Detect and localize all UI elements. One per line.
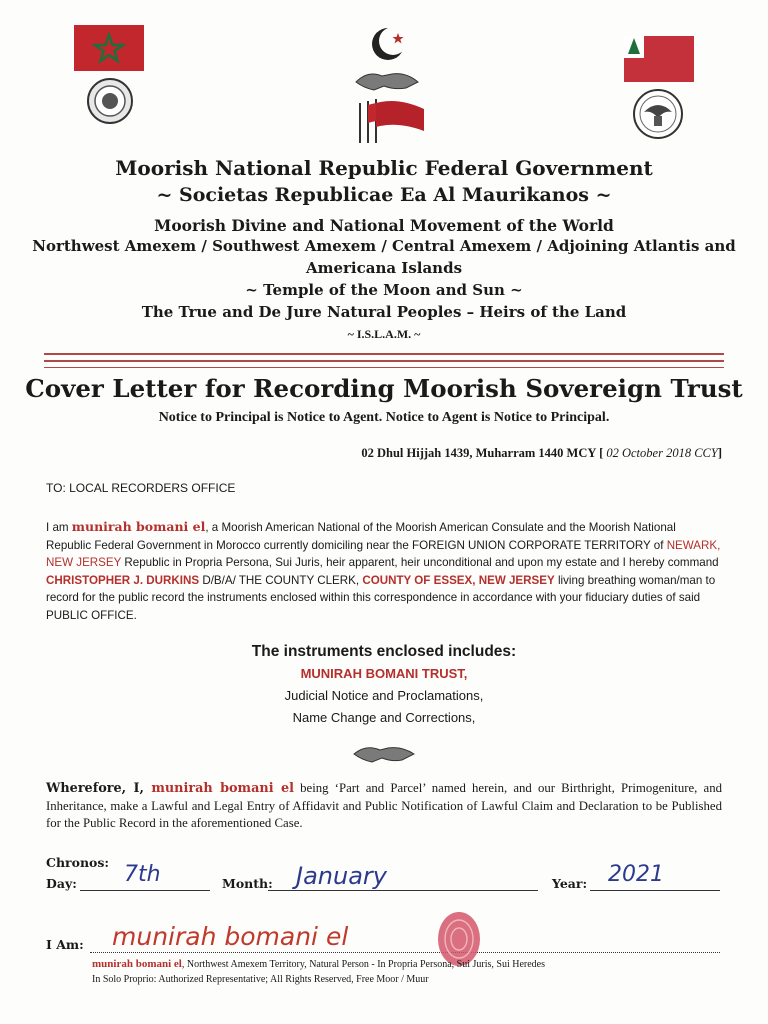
tree-flag xyxy=(624,36,694,82)
signature-caption-1 xyxy=(92,958,545,970)
islam-line: ~ I.S.L.A.M. ~ xyxy=(347,327,421,341)
moorish-seal xyxy=(86,77,134,125)
signature-caption-2: In Solo Proprio: Authorized Representative; All Rights Reserved, Free Moor / Muur xyxy=(92,974,429,985)
crescent-star xyxy=(368,24,408,64)
divider-top xyxy=(44,353,724,355)
month-label: Month: xyxy=(222,876,273,891)
clasped-hands-small-icon xyxy=(352,742,416,764)
signature-line xyxy=(90,952,720,953)
signature-label: I Am: xyxy=(46,937,84,952)
document-subtitle: Notice to Principal is Notice to Agent. Notice to Agent is Notice to Principal. xyxy=(158,410,610,425)
year-label: Year: xyxy=(552,876,588,891)
morocco-flag xyxy=(74,25,144,71)
body-text-4: D/B/A/ THE COUNTY CLERK, xyxy=(199,573,363,587)
divider-middle xyxy=(44,360,724,362)
body-text-3: Republic in Propria Persona, Sui Juris, heir apparent, heir unconditional and upon my estate and I hereby command xyxy=(121,556,719,569)
document-title: Cover Letter for Recording Moorish Sovereign Trust xyxy=(25,374,743,403)
org-latin-name: ~ Societas Republicae Ea Al Maurikanos ~ xyxy=(156,184,612,206)
body-text-5: living breathing woman/man to record for the public record the instruments enclosed within this correspondence in accordance with your fiduciary duties of said PUBLIC OFFICE. xyxy=(46,573,716,622)
date-gregorian: 02 October 2018 CCY xyxy=(606,446,718,460)
wherefore-text: being ‘Part and Parcel’ named herein, and our Birthright, Primogeniture, and Inheritance, make a Lawful and Legal Entry of Affidavit and Public Notification of Lawful Claim and Declaration to be Published for the Public Record in the aforementioned Case. xyxy=(46,781,722,830)
year-line xyxy=(590,890,720,891)
day-line xyxy=(80,890,210,891)
territory-line-2: Americana Islands xyxy=(305,259,463,277)
recipient-line: TO: LOCAL RECORDERS OFFICE xyxy=(46,481,236,495)
body-name: munirah bomani el xyxy=(71,519,206,534)
body-county: COUNTY OF ESSEX, NEW JERSEY xyxy=(362,573,555,587)
body-text-2: , a Moorish American National of the Moorish American Consulate and the Moorish National Republic Federal Government in Morocco currently domiciling near the FOREIGN UNION CORPORATE TERRITORY of xyxy=(46,521,676,552)
instruments-heading: The instruments enclosed includes: xyxy=(251,643,517,660)
body-text-1: I am xyxy=(46,521,72,534)
signature-caption-text: , Northwest Amexem Territory, Natural Person - In Propria Persona, Sui Juris, Sui Heredes xyxy=(181,959,545,970)
instrument-item-1: MUNIRAH BOMANI TRUST, xyxy=(300,666,468,681)
peoples-line: The True and De Jure Natural Peoples – Heirs of the Land xyxy=(141,303,627,321)
body-place: NEWARK, NEW JERSEY xyxy=(46,538,721,569)
instrument-item-3: Name Change and Corrections, xyxy=(292,710,476,725)
month-line xyxy=(268,890,538,891)
date-line xyxy=(361,446,722,461)
instrument-item-2: Judicial Notice and Proclamations, xyxy=(284,688,484,703)
date-close: ] xyxy=(717,446,722,460)
wherefore-lead: Wherefore, I, xyxy=(46,781,152,796)
us-eagle-seal xyxy=(632,88,684,140)
clasped-hands xyxy=(354,66,420,94)
signature-handwritten[interactable]: munirah bomani el xyxy=(112,922,349,951)
year-value[interactable]: 2021 xyxy=(608,862,664,887)
divider-bottom xyxy=(44,367,724,368)
day-label: Day: xyxy=(46,876,77,891)
day-value[interactable]: 7th xyxy=(124,862,161,887)
wherefore-name: munirah bomani el xyxy=(151,781,294,796)
wherefore-paragraph xyxy=(46,780,722,833)
body-clerk: CHRISTOPHER J. DURKINS xyxy=(46,573,200,587)
movement-line: Moorish Divine and National Movement of the World xyxy=(154,216,614,235)
territory-line: Northwest Amexem / Southwest Amexem / Central Amexem / Adjoining Atlantis and xyxy=(32,237,736,255)
month-value[interactable]: January xyxy=(296,862,387,890)
org-name: Moorish National Republic Federal Government xyxy=(115,156,653,180)
signature-printed-name: munirah bomani el xyxy=(92,958,182,970)
chronos-label: Chronos: xyxy=(46,855,110,870)
date-main: 02 Dhul Hijjah 1439, Muharram 1440 MCY [ xyxy=(361,446,604,460)
temple-line: ~ Temple of the Moon and Sun ~ xyxy=(245,281,523,299)
flags-cluster xyxy=(352,97,428,145)
body-paragraph xyxy=(46,518,722,624)
